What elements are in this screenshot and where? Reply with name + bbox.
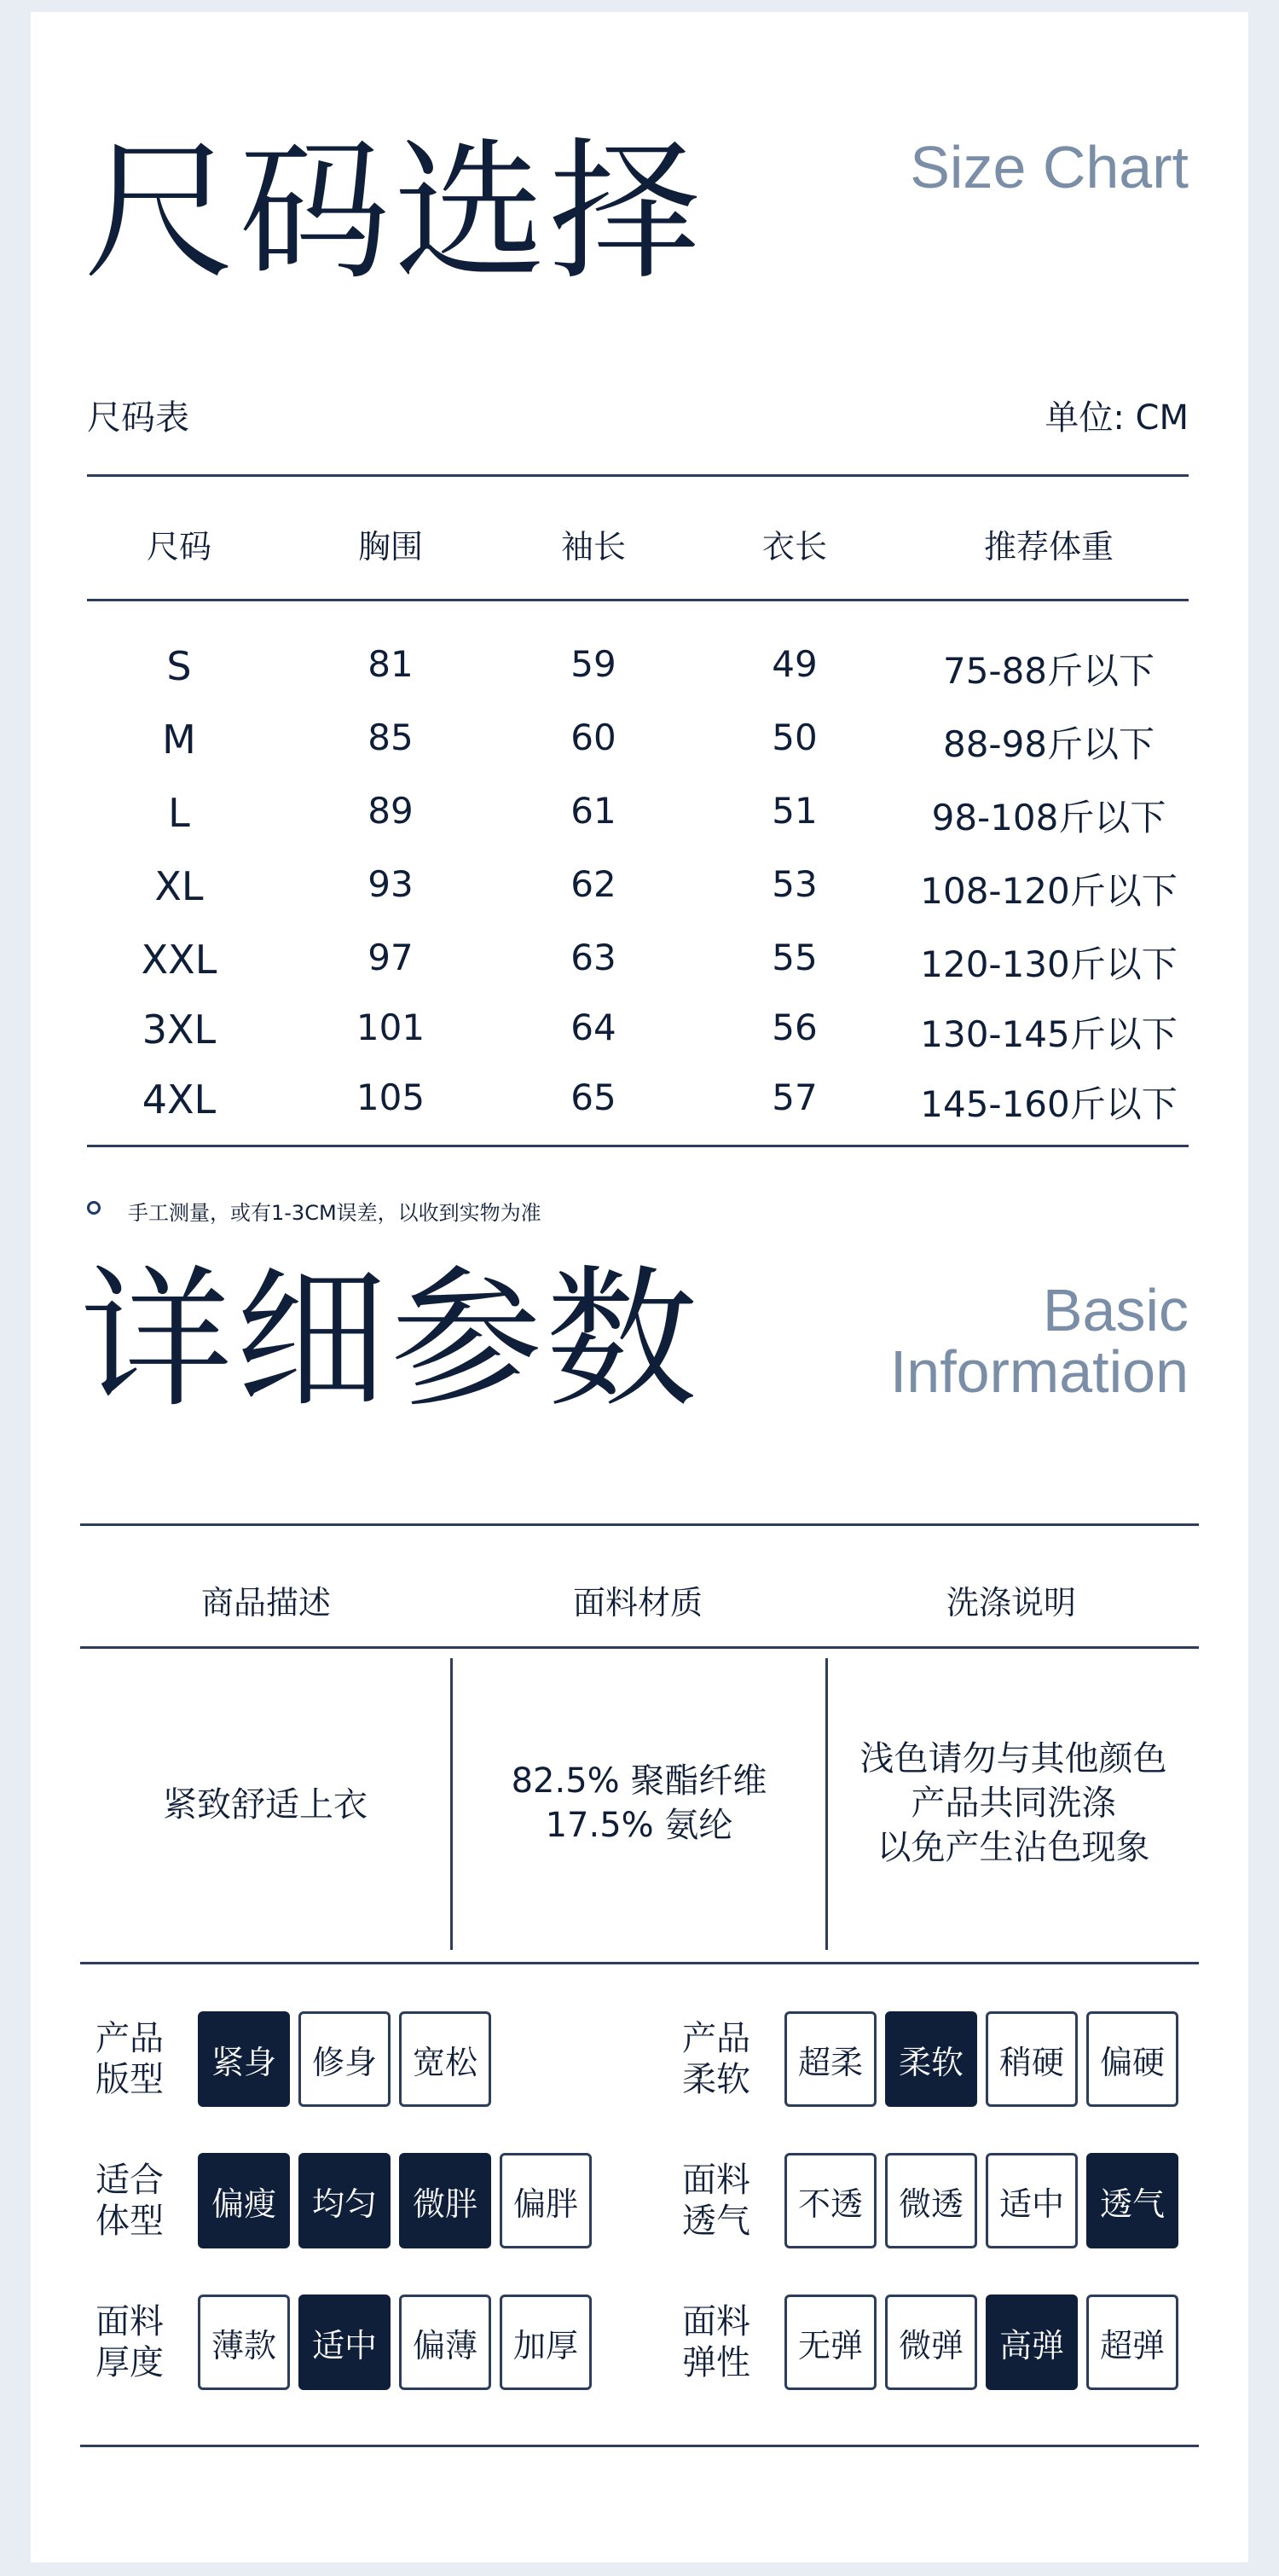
size-table-cell: 120-130斤以下 xyxy=(920,943,1178,985)
attr-option-chip[interactable]: 微透 xyxy=(885,2153,977,2248)
attr-option-chip[interactable]: 偏胖 xyxy=(500,2153,592,2248)
size-table-cell: 61 xyxy=(570,790,616,832)
size-table-cell: 50 xyxy=(772,717,818,758)
info-bottom-divider xyxy=(80,1962,1199,1964)
size-table-cell: 51 xyxy=(772,790,818,832)
size-table-cell: 145-160斤以下 xyxy=(920,1083,1178,1125)
attr-option-chip[interactable]: 宽松 xyxy=(399,2011,491,2107)
attr-option-chip[interactable]: 微胖 xyxy=(399,2153,491,2248)
page-card xyxy=(31,12,1248,2562)
info-title-en-line2: Information xyxy=(889,1338,1189,1405)
attr-label: 面料 弹性 xyxy=(682,2302,750,2382)
size-table-label: 尺码表 xyxy=(87,398,189,438)
attr-option-chip[interactable]: 不透 xyxy=(784,2153,877,2248)
size-col-header: 尺码 xyxy=(146,528,211,566)
material-value-1: 82.5% 聚酯纤维 xyxy=(511,1761,767,1801)
attr-option-chip[interactable]: 稍硬 xyxy=(986,2011,1078,2107)
attr-option-chip[interactable]: 微弹 xyxy=(885,2295,977,2390)
size-col-header: 袖长 xyxy=(560,528,626,566)
note-bullet-icon xyxy=(87,1201,101,1215)
size-table-cell: 105 xyxy=(356,1076,425,1118)
size-table-cell: 59 xyxy=(570,643,616,685)
attr-label: 适合 体型 xyxy=(95,2161,164,2241)
info-top-divider xyxy=(80,1523,1199,1526)
size-table-cell: 60 xyxy=(570,717,616,758)
size-table-cell: S xyxy=(166,643,192,689)
table-header-divider xyxy=(87,599,1189,601)
attr-option-chip[interactable]: 加厚 xyxy=(500,2295,592,2390)
attr-option-chip[interactable]: 偏硬 xyxy=(1086,2011,1178,2107)
attr-option-chip[interactable]: 薄款 xyxy=(198,2295,290,2390)
wash-value-3: 以免产生沾色现象 xyxy=(877,1828,1150,1867)
attr-option-chip[interactable]: 高弹 xyxy=(986,2295,1078,2390)
size-table-cell: 49 xyxy=(772,643,818,685)
size-table-cell: 88-98斤以下 xyxy=(942,723,1155,765)
attr-option-chip[interactable]: 透气 xyxy=(1086,2153,1178,2248)
attr-option-chip[interactable]: 适中 xyxy=(298,2295,391,2390)
description-value: 紧致舒适上衣 xyxy=(163,1785,367,1825)
info-header-material: 面料材质 xyxy=(572,1584,703,1622)
attr-label: 产品 版型 xyxy=(95,2019,164,2099)
size-col-header: 衣长 xyxy=(761,528,827,566)
size-table-cell: 81 xyxy=(367,643,414,685)
size-table-cell: 64 xyxy=(570,1007,616,1048)
table-bottom-divider xyxy=(87,1145,1189,1147)
info-header-wash: 洗涤说明 xyxy=(946,1584,1076,1622)
size-table-cell: 93 xyxy=(367,863,414,905)
size-table-cell: 85 xyxy=(367,717,414,758)
attr-option-chip[interactable]: 偏薄 xyxy=(399,2295,491,2390)
size-table-cell: L xyxy=(168,790,190,836)
attr-label: 面料 厚度 xyxy=(95,2302,164,2382)
size-table-cell: 65 xyxy=(570,1076,616,1118)
size-table-cell: 130-145斤以下 xyxy=(920,1013,1178,1055)
size-col-header: 推荐体重 xyxy=(983,528,1114,566)
size-table-cell: 97 xyxy=(367,937,414,978)
attr-option-chip[interactable]: 超弹 xyxy=(1086,2295,1178,2390)
size-table-cell: M xyxy=(162,717,196,763)
attr-option-chip[interactable]: 紧身 xyxy=(198,2011,290,2107)
size-table-cell: 62 xyxy=(570,863,616,905)
material-value-2: 17.5% 氨纶 xyxy=(545,1806,733,1845)
unit-label: 单位: CM xyxy=(1045,398,1189,438)
size-table-cell: 63 xyxy=(570,937,616,978)
size-table-cell: 101 xyxy=(356,1007,425,1048)
info-header-divider xyxy=(80,1646,1199,1649)
size-col-header: 胸围 xyxy=(357,528,423,566)
size-table-cell: 53 xyxy=(772,863,818,905)
size-table-cell: 108-120斤以下 xyxy=(920,870,1178,912)
wash-value-1: 浅色请勿与其他颜色 xyxy=(859,1739,1167,1778)
size-table-cell: 57 xyxy=(772,1076,818,1118)
info-title-en-line1: Basic xyxy=(1042,1277,1189,1343)
size-title-cn: 尺码选择 xyxy=(84,124,704,300)
attr-label: 产品 柔软 xyxy=(682,2019,750,2099)
size-table-cell: XL xyxy=(154,863,204,909)
attr-bottom-divider xyxy=(80,2445,1199,2447)
info-title-cn: 详细参数 xyxy=(80,1251,701,1428)
measurement-note: 手工测量，或有1-3CM误差，以收到实物为准 xyxy=(128,1201,541,1225)
size-table-cell: 98-108斤以下 xyxy=(931,797,1166,838)
size-table-cell: 75-88斤以下 xyxy=(942,650,1155,692)
size-table-cell: XXL xyxy=(141,937,217,983)
attr-option-chip[interactable]: 适中 xyxy=(986,2153,1078,2248)
attr-option-chip[interactable]: 偏瘦 xyxy=(198,2153,290,2248)
info-header-description: 商品描述 xyxy=(200,1584,331,1622)
size-table-cell: 56 xyxy=(772,1007,818,1048)
attr-option-chip[interactable]: 均匀 xyxy=(298,2153,391,2248)
size-table-cell: 4XL xyxy=(142,1076,217,1123)
attr-option-chip[interactable]: 柔软 xyxy=(885,2011,977,2107)
size-table-cell: 3XL xyxy=(142,1007,217,1053)
wash-value-2: 产品共同洗涤 xyxy=(911,1784,1116,1823)
attr-option-chip[interactable]: 无弹 xyxy=(784,2295,877,2390)
attr-option-chip[interactable]: 超柔 xyxy=(784,2011,877,2107)
table-top-divider xyxy=(87,474,1189,477)
attr-option-chip[interactable]: 修身 xyxy=(298,2011,391,2107)
size-table-cell: 89 xyxy=(367,790,414,832)
size-title-en: Size Chart xyxy=(910,134,1189,200)
attr-label: 面料 透气 xyxy=(682,2161,750,2241)
size-table-cell: 55 xyxy=(772,937,818,978)
